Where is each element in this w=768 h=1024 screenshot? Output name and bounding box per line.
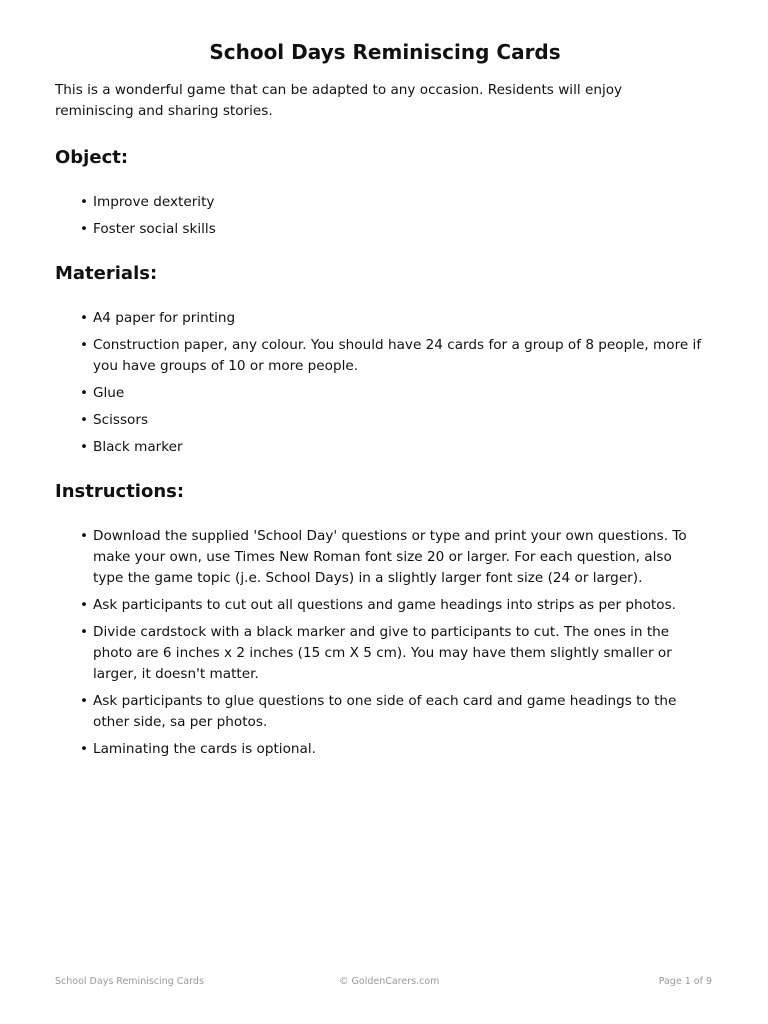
bullet-icon: •: [80, 385, 89, 401]
object-list: [55, 192, 715, 246]
list-item: • Ask participants to glue questions to one side of each card and game headings to the other side, sa per photos.: [80, 693, 677, 730]
list-item: • Scissors: [55, 410, 705, 431]
list-item: • Black marker: [55, 437, 705, 458]
bullet-icon: •: [80, 412, 89, 428]
footer-page-number: Page 1 of 9: [658, 976, 712, 987]
bullet-icon: •: [80, 221, 89, 237]
list-item: • A4 paper for printing: [55, 308, 705, 329]
instructions-list: [55, 526, 715, 766]
bullet-icon: •: [80, 693, 89, 709]
list-item: • Divide cardstock with a black marker and give to participants to cut. The ones in the photo are 6 inches x 2 inches (15 cm X 5 cm). You may have them slightly smaller or larger, it doesn't matter.: [80, 624, 672, 682]
list-item: • Laminating the cards is optional.: [55, 739, 705, 760]
bullet-icon: •: [80, 194, 89, 210]
intro-paragraph: This is a wonderful game that can be adapted to any occasion. Residents will enjoy reminiscing and sharing stories.: [55, 82, 623, 119]
materials-heading: Materials:: [55, 263, 158, 284]
materials-list: [55, 308, 715, 464]
list-item: • Construction paper, any colour. You should have 24 cards for a group of 8 people, more if you have groups of 10 or more people.: [80, 337, 702, 374]
list-item: • Foster social skills: [55, 219, 705, 240]
bullet-icon: •: [80, 624, 89, 640]
bullet-icon: •: [80, 337, 89, 353]
page-title: School Days Reminiscing Cards: [209, 40, 561, 64]
instructions-heading: Instructions:: [55, 481, 185, 502]
list-item: • Download the supplied 'School Day' questions or type and print your own questions. To make your own, use Times New Roman font size 20 or larger. For each question, also type the game topic (j.e. School Days) in a slightly larger font size (24 or larger).: [80, 528, 687, 586]
bullet-icon: •: [80, 528, 89, 544]
bullet-icon: •: [80, 741, 89, 757]
bullet-icon: •: [80, 439, 89, 455]
list-item: • Ask participants to cut out all questions and game headings into strips as per photos.: [55, 595, 705, 616]
bullet-icon: •: [80, 597, 89, 613]
list-item: • Improve dexterity: [55, 192, 705, 213]
object-heading: Object:: [55, 147, 129, 168]
footer-copyright: © GoldenCarers.com: [339, 976, 440, 987]
bullet-icon: •: [80, 310, 89, 326]
list-item: • Glue: [55, 383, 705, 404]
footer-doc-title: School Days Reminiscing Cards: [55, 976, 204, 987]
